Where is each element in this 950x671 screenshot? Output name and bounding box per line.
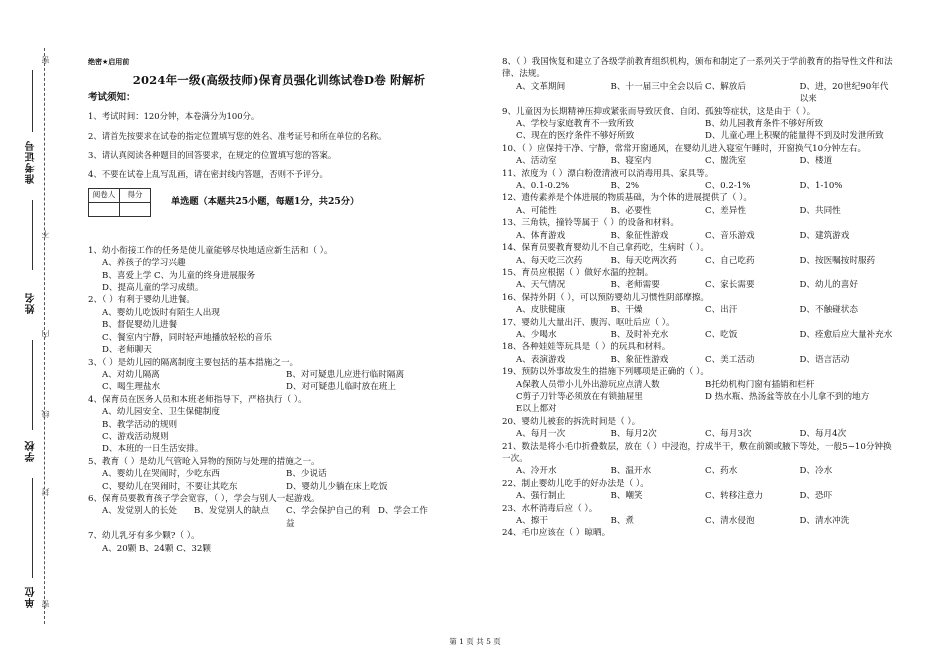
seal-char: 内 (41, 330, 50, 338)
answer-option[interactable]: C、出汗 (705, 305, 738, 316)
question-stem: 11、浓度为（ ）漂白粉澄清液可以消毒用具、家具等。 (502, 168, 714, 179)
answer-option[interactable]: D、建筑游戏 (799, 230, 850, 241)
answer-option[interactable]: B、寝室内 (610, 156, 652, 167)
name-label: 姓名 (26, 292, 37, 314)
answer-option[interactable]: D、幼儿的喜好 (799, 280, 858, 291)
option-line (88, 543, 470, 555)
answer-option[interactable]: C、家长需要 (705, 280, 755, 291)
answer-option[interactable]: C、美工活动 (705, 354, 755, 365)
answer-option[interactable]: A、养孩子的学习兴趣 (102, 258, 186, 269)
answer-option[interactable]: B、对可疑患儿应进行临时隔离 (286, 369, 405, 380)
answer-option[interactable]: B、老师需要 (610, 280, 660, 291)
answer-option[interactable]: A、表演游戏 (516, 354, 566, 365)
seal-char: 密 (41, 56, 50, 64)
question (502, 341, 894, 366)
right-column (502, 56, 894, 540)
option-line (502, 255, 894, 267)
question (88, 456, 470, 493)
answer-option[interactable]: B、每月2次 (610, 429, 657, 440)
option-line (502, 329, 894, 341)
answer-option[interactable]: D、清水冲洗 (799, 516, 850, 527)
answer-option[interactable]: B、喜爱上学 C、为儿童的终身进展服务 (102, 270, 256, 281)
option-line (502, 205, 894, 217)
option-line (88, 270, 470, 282)
score-input-cell[interactable] (120, 202, 151, 216)
answer-option[interactable]: D、婴幼儿少躺在床上吃饭 (286, 481, 388, 492)
answer-option[interactable]: C、吃饭 (705, 329, 738, 340)
question (502, 56, 894, 106)
answer-option[interactable]: B、温开水 (610, 466, 652, 477)
question (502, 292, 894, 317)
notice-item: 4、不要在试卷上乱写乱画，请在密封线内答题，否则不予评分。 (88, 169, 328, 180)
option-line (502, 230, 894, 242)
answer-option[interactable]: A、婴幼儿吃饭时有陌生人出现 (102, 307, 220, 318)
option-line (502, 379, 894, 391)
question-stem: 2、（ ）有利于婴幼儿进餐。 (88, 295, 196, 306)
question-stem: 9、儿童因为长期精神压抑或紧张而导致厌食、自闭、孤独等症状，这是由于（ ）。 (502, 106, 816, 117)
notice-item: 2、请首先按要求在试卷的指定位置填写您的姓名、准考证号和所在单位的名称。 (88, 130, 387, 141)
option-line (502, 81, 894, 106)
answer-option[interactable]: D、对可疑患儿临时放在班上 (286, 382, 397, 393)
notice-item: 3、请认真阅读各种题目的回答要求，在规定的位置填写您的答案。 (88, 150, 337, 161)
score-table (88, 188, 151, 217)
answer-option[interactable]: B、象征性游戏 (610, 354, 669, 365)
option-line (88, 406, 470, 418)
answer-option[interactable]: B、必要性 (610, 205, 652, 216)
binding-margin (0, 0, 62, 671)
answer-option[interactable]: D、1-10% (799, 181, 843, 192)
answer-option[interactable]: C剪子刀针等必须放在有锁抽屉里 (516, 391, 643, 402)
answer-option[interactable]: D、按医嘱按时服药 (799, 255, 876, 266)
option-line (88, 319, 470, 331)
option-line (502, 490, 894, 502)
answer-option[interactable]: A、20颗 B、24颗 C、32颗 (102, 543, 211, 554)
answer-option[interactable]: A、每天吃三次药 (516, 255, 583, 266)
question (502, 478, 894, 503)
question-stem: 23、水杯消毒后应（ ）。 (502, 503, 598, 514)
fill-line (32, 478, 33, 578)
seal-char: 线 (41, 410, 50, 418)
question (502, 192, 894, 217)
answer-option[interactable]: C、解放后 (705, 81, 746, 92)
answer-option[interactable]: B、干燥 (610, 305, 643, 316)
answer-option[interactable]: A、冷开水 (516, 466, 557, 477)
answer-option[interactable]: B、少说话 (286, 469, 327, 480)
answer-option[interactable]: D、语言活动 (799, 354, 850, 365)
question-stem: 22、制止婴幼儿吃手的好办法是（ ）。 (502, 478, 649, 489)
answer-option[interactable]: A、体育游戏 (516, 230, 566, 241)
answer-option[interactable]: D、共同性 (799, 205, 841, 216)
option-line (502, 403, 894, 415)
option-line (502, 428, 894, 440)
answer-option[interactable]: A、活动室 (516, 156, 557, 167)
question-stem: 7、幼儿乳牙有多少颗?（ ）。 (88, 531, 200, 542)
answer-option[interactable]: A、皮肤健康 (516, 305, 566, 316)
left-question-list (88, 245, 470, 555)
answer-option[interactable]: B、幼儿园教育条件不够好所致 (705, 119, 824, 130)
answer-option[interactable]: D、不触碰状态 (799, 305, 858, 316)
answer-option[interactable]: B、象征性游戏 (610, 230, 669, 241)
answer-option[interactable]: D 热水瓶、热汤盆等放在小儿拿不到的地方 (705, 391, 870, 402)
question (88, 530, 470, 555)
answer-option[interactable]: C、喝生理盐水 (102, 382, 161, 393)
unit-label: 单位 (26, 586, 37, 608)
answer-option[interactable]: C、音乐游戏 (705, 230, 755, 241)
answer-option[interactable]: A、少喝水 (516, 329, 557, 340)
answer-option[interactable]: C、清水侵泡 (705, 516, 755, 527)
answer-option[interactable]: C、转移注意力 (705, 491, 764, 502)
option-line (502, 180, 894, 192)
answer-option[interactable]: C、餐室内宁静，同时轻声地播放轻松的音乐 (102, 332, 272, 343)
answer-option[interactable]: A、幼儿园安全、卫生保健制度 (102, 407, 220, 418)
question-stem: 15、育员应根据（ ）做好水温的控制。 (502, 267, 654, 278)
question (502, 242, 894, 267)
option-line (88, 307, 470, 319)
answer-option[interactable]: A、0.1-0.2% (516, 181, 570, 192)
question (502, 106, 894, 143)
answer-option[interactable]: D、冷水 (799, 466, 833, 477)
answer-option[interactable]: D、痊愈后应大量补充水 (799, 329, 893, 340)
answer-option[interactable]: D、每月4次 (799, 429, 847, 440)
answer-option[interactable]: B、每天吃两次药 (610, 255, 677, 266)
secret-mark: 绝密★启用前 (88, 58, 130, 66)
question (502, 527, 894, 539)
question (88, 357, 470, 394)
section-title: 单选题（本题共25小题，每题1分，共25分） (171, 196, 360, 208)
option-line (88, 344, 470, 356)
question-stem: 13、三角铁，撞铃等属于（ ）的设备和材料。 (502, 218, 679, 229)
fill-line (32, 200, 33, 270)
answer-option[interactable]: D、儿童心理上积聚的能量得不到及时发泄所致 (705, 131, 884, 142)
answer-option[interactable]: D、本班的一日生活安排。 (102, 444, 204, 455)
question-stem: 16、保持外阴（ ），可以预防婴幼儿习惯性阴部摩擦。 (502, 292, 710, 303)
question-stem: 5、教育（ ）是幼儿气管呛入异物的预防与处理的措施之一。 (88, 456, 320, 467)
question-stem: 17、婴幼儿大量出汗、腹泻、呕吐后应（ ）。 (502, 317, 675, 328)
option-line (502, 304, 894, 316)
exam-number-label: 准考证号 (26, 140, 37, 184)
answer-option[interactable]: C、药水 (705, 466, 738, 477)
answer-option[interactable]: C、每月3次 (705, 429, 752, 440)
question (502, 503, 894, 528)
option-line (88, 431, 470, 443)
question (502, 317, 894, 342)
answer-option[interactable]: A、学校与家庭教育不一致所致 (516, 119, 634, 130)
question-stem: 3、（ ）是幼儿园的隔离制度主要包括的基本措施之一。 (88, 357, 299, 368)
grader-cell: 阅卷人 (89, 188, 120, 202)
question (502, 217, 894, 242)
option-line (502, 391, 894, 403)
question (88, 294, 470, 356)
question-stem: 24、毛巾应该在（ ）晾晒。 (502, 528, 611, 539)
option-line (502, 155, 894, 167)
option-line (88, 282, 470, 294)
answer-option[interactable]: B、督促婴幼儿进餐 (102, 320, 178, 331)
notice-item: 1、考试时间：120分钟，本卷满分为100分。 (88, 111, 260, 122)
question (502, 143, 894, 168)
option-line (502, 279, 894, 291)
answer-option[interactable]: B、2% (610, 181, 640, 192)
question (88, 245, 470, 295)
answer-option[interactable]: B、十一届三中全会以后 (610, 81, 703, 92)
answer-option[interactable]: D、恐吓 (799, 491, 833, 502)
option-line (88, 369, 470, 381)
answer-option[interactable]: B、煮 (610, 516, 635, 527)
question (502, 441, 894, 478)
question-stem: 8、（ ）我国恢复和建立了各级学前教育组织机构，颁布和制定了一系列关于学前教育的指导性文件和法律、法规。 (502, 57, 893, 80)
question (502, 366, 894, 416)
answer-option[interactable]: A保教人员带小儿外出游玩应点清人数 (516, 379, 660, 390)
answer-option[interactable]: C、自己吃药 (705, 255, 755, 266)
score-cell: 得分 (120, 188, 151, 202)
answer-option[interactable]: C、盥洗室 (705, 156, 746, 167)
option-line (88, 257, 470, 269)
option-line (502, 354, 894, 366)
fill-line (32, 340, 33, 430)
question (502, 267, 894, 292)
seal-char: 不 (41, 230, 50, 238)
answer-option[interactable]: D、学会工作 (378, 506, 428, 517)
answer-option[interactable]: A、每月一次 (516, 429, 566, 440)
school-label: 学校 (26, 440, 37, 462)
answer-option[interactable]: C、学会保护自己的利益 (286, 506, 370, 529)
answer-option[interactable]: B、及时补充水 (610, 329, 669, 340)
answer-option[interactable]: E以上都对 (516, 404, 557, 415)
seal-char: 封 (41, 488, 50, 496)
answer-option[interactable]: A、强行制止 (516, 491, 566, 502)
answer-option[interactable]: C、游戏活动规则 (102, 431, 169, 442)
answer-option[interactable]: B、教学活动的规则 (102, 419, 178, 430)
question-stem: 12、遗传素养是个体进展的物质基础，为个体的进展提供了（ ）。 (502, 193, 752, 204)
answer-option[interactable]: A、婴幼儿在哭闹时，少吃东西 (102, 469, 220, 480)
option-line (502, 515, 894, 527)
notice-heading: 考试须知： (88, 91, 136, 103)
grader-input-cell[interactable] (89, 202, 120, 216)
question-stem: 4、保育员在医务人员和本班老师指导下，严格执行（ ）。 (88, 394, 307, 405)
question-stem: 18、各种娃娃等玩具是（ ）的玩具和材料。 (502, 342, 671, 353)
question-stem: 6、保育员要教育孩子学会宽容，（ ），学会与别人一起游戏。 (88, 493, 320, 504)
question (88, 394, 470, 456)
answer-option[interactable]: A、对幼儿隔离 (102, 369, 160, 380)
question (502, 168, 894, 193)
answer-option[interactable]: A、文革期间 (516, 81, 566, 92)
left-column (88, 56, 470, 555)
option-line (88, 443, 470, 455)
option-line (88, 381, 470, 393)
question-stem: 19、预防以外事故发生的措施下列哪项是正确的（ ）。 (502, 367, 710, 378)
answer-option[interactable]: A、可能性 (516, 205, 557, 216)
option-line (88, 505, 470, 530)
question-stem: 21、数法是将小毛巾折叠数层，放在（ ）中浸泡，拧成半干，敷在前额或腋下等处，一般5~10分钟换一次。 (502, 441, 892, 464)
right-question-list (502, 56, 894, 540)
answer-option[interactable]: A、发觉别人的长处 (102, 506, 177, 517)
option-line (502, 130, 894, 142)
question (502, 416, 894, 441)
option-line (88, 468, 470, 480)
page-title: 2024年一级(高级技师)保育员强化训练试卷D卷 附解析 (132, 73, 426, 88)
answer-option[interactable]: C、差异性 (705, 205, 746, 216)
question-stem: 20、婴幼儿被套的拆洗时间是（ ）。 (502, 416, 641, 427)
answer-option[interactable]: D、楼道 (799, 156, 833, 167)
answer-option[interactable]: D、进，20世纪90年代以来 (799, 81, 889, 105)
page-footer: 第 1 页 共 5 页 (449, 637, 501, 646)
question-stem: 14、保育员要教育婴幼儿不自己拿药吃，生病时（ ）。 (502, 243, 710, 254)
score-row (88, 188, 470, 217)
question-stem: 10、（ ）应保持干净、宁静，常常开窗通风，在婴幼儿进入寝室午睡时，开窗换气10分钟左右。 (502, 143, 867, 154)
question (88, 493, 470, 530)
seal-char: 密 (41, 600, 50, 608)
answer-option[interactable]: B、发觉别人的缺点 (194, 506, 270, 517)
option-line (502, 118, 894, 130)
option-line (88, 419, 470, 431)
answer-option[interactable]: D、提高儿童的学习成绩。 (102, 283, 204, 294)
answer-option[interactable]: B托幼机构门窗有插销和栏杆 (705, 379, 815, 390)
answer-option[interactable]: D、老师聊天 (102, 345, 152, 356)
option-line (88, 481, 470, 493)
answer-option[interactable]: A、擦干 (516, 516, 548, 527)
option-line (88, 332, 470, 344)
fill-line (32, 70, 33, 132)
option-line (502, 465, 894, 477)
question-stem: 1、幼小衔接工作的任务是使儿童能够尽快地适应新生活和（ ）。 (88, 245, 333, 256)
answer-option[interactable]: B、嘲笑 (610, 491, 643, 502)
answer-option[interactable]: A、天气情况 (516, 280, 566, 291)
answer-option[interactable]: C、婴幼儿在哭闹时，不要让其吃东 (102, 481, 238, 492)
answer-option[interactable]: C、现在的医疗条件不够好所致 (516, 131, 635, 142)
answer-option[interactable]: C、0.2-1% (705, 181, 751, 192)
